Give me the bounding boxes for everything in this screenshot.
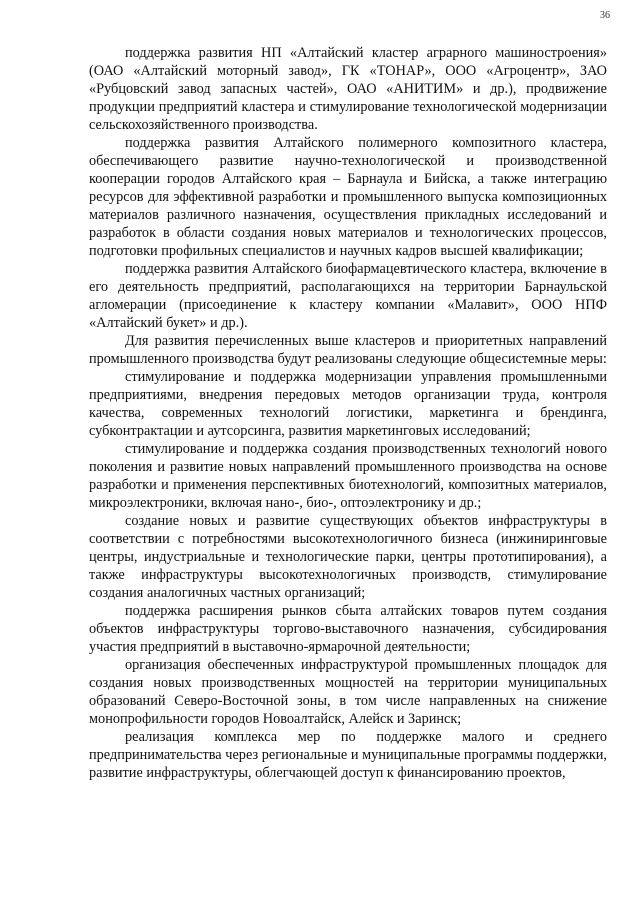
paragraph-management-modernization: стимулирование и поддержка модернизации управления промышленными предприятиями, внедрения передовых методов организации труда, контроля качества, современных технологий логистики, маркетинга и брендинга, субконтрактации и аутсорсинга, развития маркетинговых исследований; (89, 369, 607, 439)
paragraph-infrastructure: создание новых и развитие существующих объектов инфраструктуры в соответствии с потребностями высокотехнологичного бизнеса (инжиниринговые центры, индустриальные и технологические парки, центры прототипирования), а также инфраструктуры высокотехнологичных производств, стимулирование создания аналогичных частных организаций; (89, 513, 607, 601)
paragraph-sme-support: реализация комплекса мер по поддержке малого и среднего предпринимательства через региональные и муниципальные программы поддержки, развитие инфраструктуры, облегчающей доступ к финансированию проектов, (89, 729, 607, 781)
paragraph-new-technologies: стимулирование и поддержка создания производственных технологий нового поколения и развитие новых направлений промышленного производства на основе разработки и применения перспективных биотехнологий, композитных материалов, микроэлектроники, включая нано-, био-, оптоэлектронику и др.; (89, 441, 607, 511)
paragraph-agro-cluster: поддержка развития НП «Алтайский кластер аграрного машиностроения» (ОАО «Алтайский моторный завод», ГК «ТОНАР», ООО «Агроцентр», ЗАО «Рубцовский завод запасных частей», ОАО «АНИТИМ» и др.), продвижение продукции предприятий кластера и стимулирование технологической модернизации сельскохозяйственного производства. (89, 45, 607, 133)
paragraph-polymer-cluster: поддержка развития Алтайского полимерного композитного кластера, обеспечивающего развитие научно-технологической и производственной кооперации городов Алтайского края – Барнаула и Бийска, а также интеграцию ресурсов для эффективной разработки и промышленного выпуска композиционных материалов различного назначения, осуществления прикладных исследований и разработок в области создания новых материалов и технологических процессов, подготовки профильных специалистов и научных кадров высшей квалификации; (89, 135, 607, 259)
body-text (89, 44, 607, 782)
paragraph-market-expansion: поддержка расширения рынков сбыта алтайских товаров путем создания объектов инфраструктуры торгово-выставочного назначения, субсидирования участия предприятий в выставочно-ярмарочной деятельности; (89, 603, 607, 655)
paragraph-biopharm-cluster: поддержка развития Алтайского биофармацевтического кластера, включение в его деятельность предприятий, располагающихся на территории Барнаульской агломерации (присоединение к кластеру компании «Малавит», ООО НПФ «Алтайский букет» и др.). (89, 261, 607, 331)
paragraph-industrial-sites: организация обеспеченных инфраструктурой промышленных площадок для создания новых производственных мощностей на территории муниципальных образований Северо-Восточной зоны, в том числе направленных на снижение монопрофильности городов Новоалтайск, Алейск и Заринск; (89, 657, 607, 727)
page-number: 36 (600, 10, 610, 21)
paragraph-system-measures-intro: Для развития перечисленных выше кластеров и приоритетных направлений промышленного производства будут реализованы следующие общесистемные меры: (89, 333, 607, 367)
